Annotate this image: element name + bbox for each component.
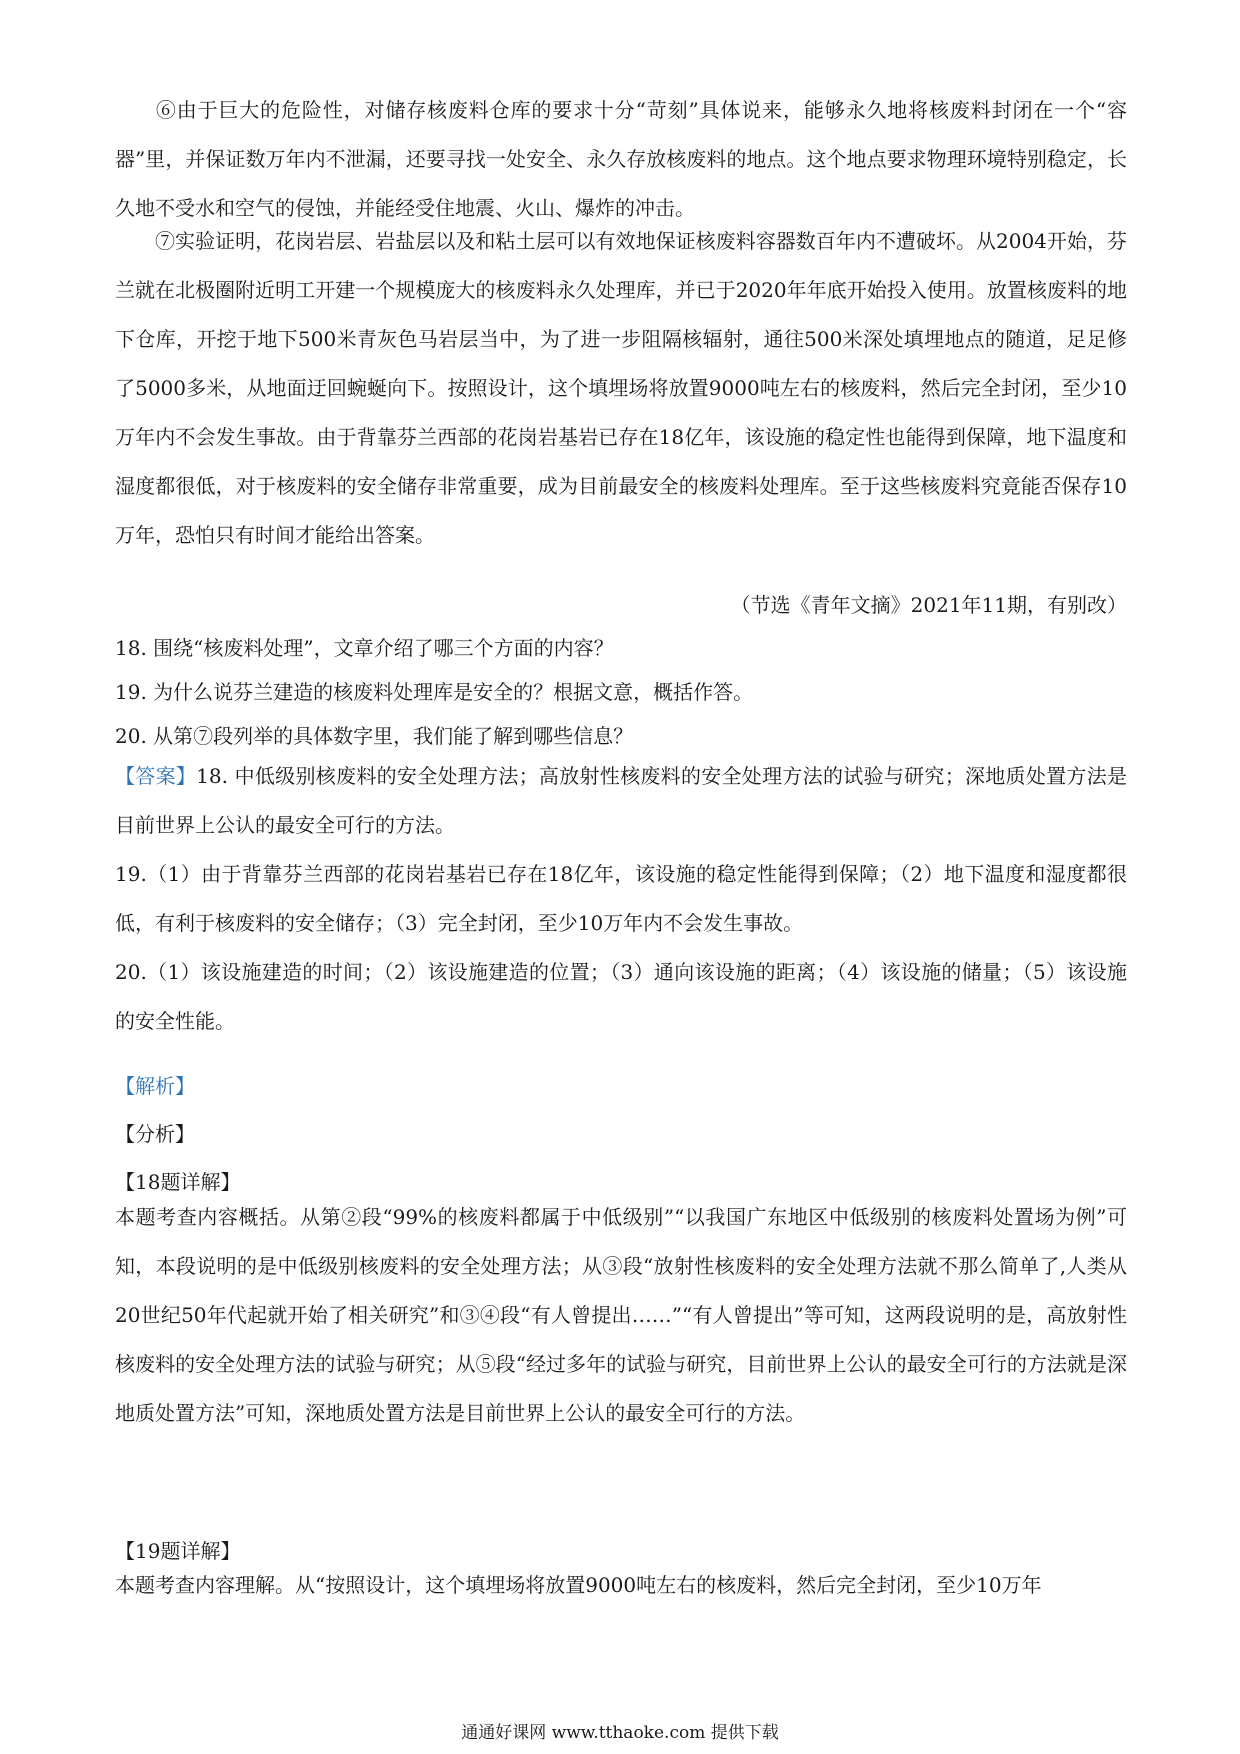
- detail-18: 本题考查内容概括。从第②段“99%的核废料都属于中低级别”“以我国广东地区中低级别的核废料处置场为例”可知，本段说明的是中低级别核废料的安全处理方法；从③段“放射性核废料的安全处理方法就不那么简单了,人类从20世纪50年代起就开始了相关研究”和③④段“有人曾提出……”“有人曾提出”等可知，这两段说明的是，高放射性核废料的安全处理方法的试验与研究；从⑤段“经过多年的试验与研究，目前世界上公认的最安全可行的方法就是深地质处置方法”可知，深地质处置方法是目前世界上公认的最安全可行的方法。: [115, 1205, 1127, 1425]
- question-18: 18. 围绕“核废料处理”，文章介绍了哪三个方面的内容？: [115, 636, 614, 660]
- answer-18-text: 18. 中低级别核废料的安全处理方法；高放射性核废料的安全处理方法的试验与研究；深地质处置方法是目前世界上公认的最安全可行的方法。: [115, 764, 1127, 837]
- passage-paragraph-7: [115, 217, 1127, 560]
- answer-tag: 【答案】: [115, 764, 197, 788]
- passage-source: （节选《青年文摘》2021年11期，有别改）: [730, 593, 1127, 617]
- footer-watermark: 通通好课网 www.tthaoke.com 提供下载: [461, 1723, 779, 1743]
- passage-paragraph-6: [115, 86, 1127, 233]
- analysis-fenxi: 【分析】: [115, 1122, 195, 1146]
- answer-19: 19.（1）由于背靠芬兰西部的花岗岩基岩已存在18亿年，该设施的稳定性能得到保障；（2）地下温度和湿度都很低，有利于核废料的安全储存；（3）完全封闭，至少10万年内不会发生事故。: [115, 862, 1127, 935]
- passage-paragraph-6-text: ⑥由于巨大的危险性，对储存核废料仓库的要求十分“苛刻”具体说来，能够永久地将核废料封闭在一个“容器”里，并保证数万年内不泄漏，还要寻找一处安全、永久存放核废料的地点。这个地点要求物理环境特别稳定，长久地不受水和空气的侵蚀，并能经受住地震、火山、爆炸的冲击。: [115, 98, 1127, 220]
- answer-20: 20.（1）该设施建造的时间；（2）该设施建造的位置；（3）通向该设施的距离；（4）该设施的储量；（5）该设施的安全性能。: [115, 960, 1127, 1033]
- question-19: 19. 为什么说芬兰建造的核废料处理库是安全的？根据文意，概括作答。: [115, 680, 754, 704]
- heading-19-detail: 【19题详解】: [115, 1539, 241, 1563]
- heading-18-detail: 【18题详解】: [115, 1170, 241, 1194]
- analysis-tag: 【解析】: [115, 1074, 195, 1098]
- detail-19: 本题考查内容理解。从“按照设计，这个填埋场将放置9000吨左右的核废料，然后完全封闭，至少10万年: [115, 1573, 1042, 1597]
- passage-paragraph-7-text: ⑦实验证明，花岗岩层、岩盐层以及和粘土层可以有效地保证核废料容器数百年内不遭破坏。从2004开始，芬兰就在北极圈附近明工开建一个规模庞大的核废料永久处理库，并已于2020年年底开始投入使用。放置核废料的地下仓库，开挖于地下500米青灰色马岩层当中，为了进一步阻隔核辐射，通往500米深处填埋地点的随道，足足修了5000多米，从地面迂回蜿蜒向下。按照设计，这个填埋场将放置9000吨左右的核废料，然后完全封闭，至少10万年内不会发生事故。由于背靠芬兰西部的花岗岩基岩已存在18亿年，该设施的稳定性也能得到保障，地下温度和湿度都很低，对于核废料的安全储存非常重要，成为目前最安全的核废料处理库。至于这些核废料究竟能否保存10万年，恐怕只有时间才能给出答案。: [115, 229, 1127, 547]
- question-20: 20. 从第⑦段列举的具体数字里，我们能了解到哪些信息？: [115, 724, 634, 748]
- answer-18: [115, 752, 1127, 850]
